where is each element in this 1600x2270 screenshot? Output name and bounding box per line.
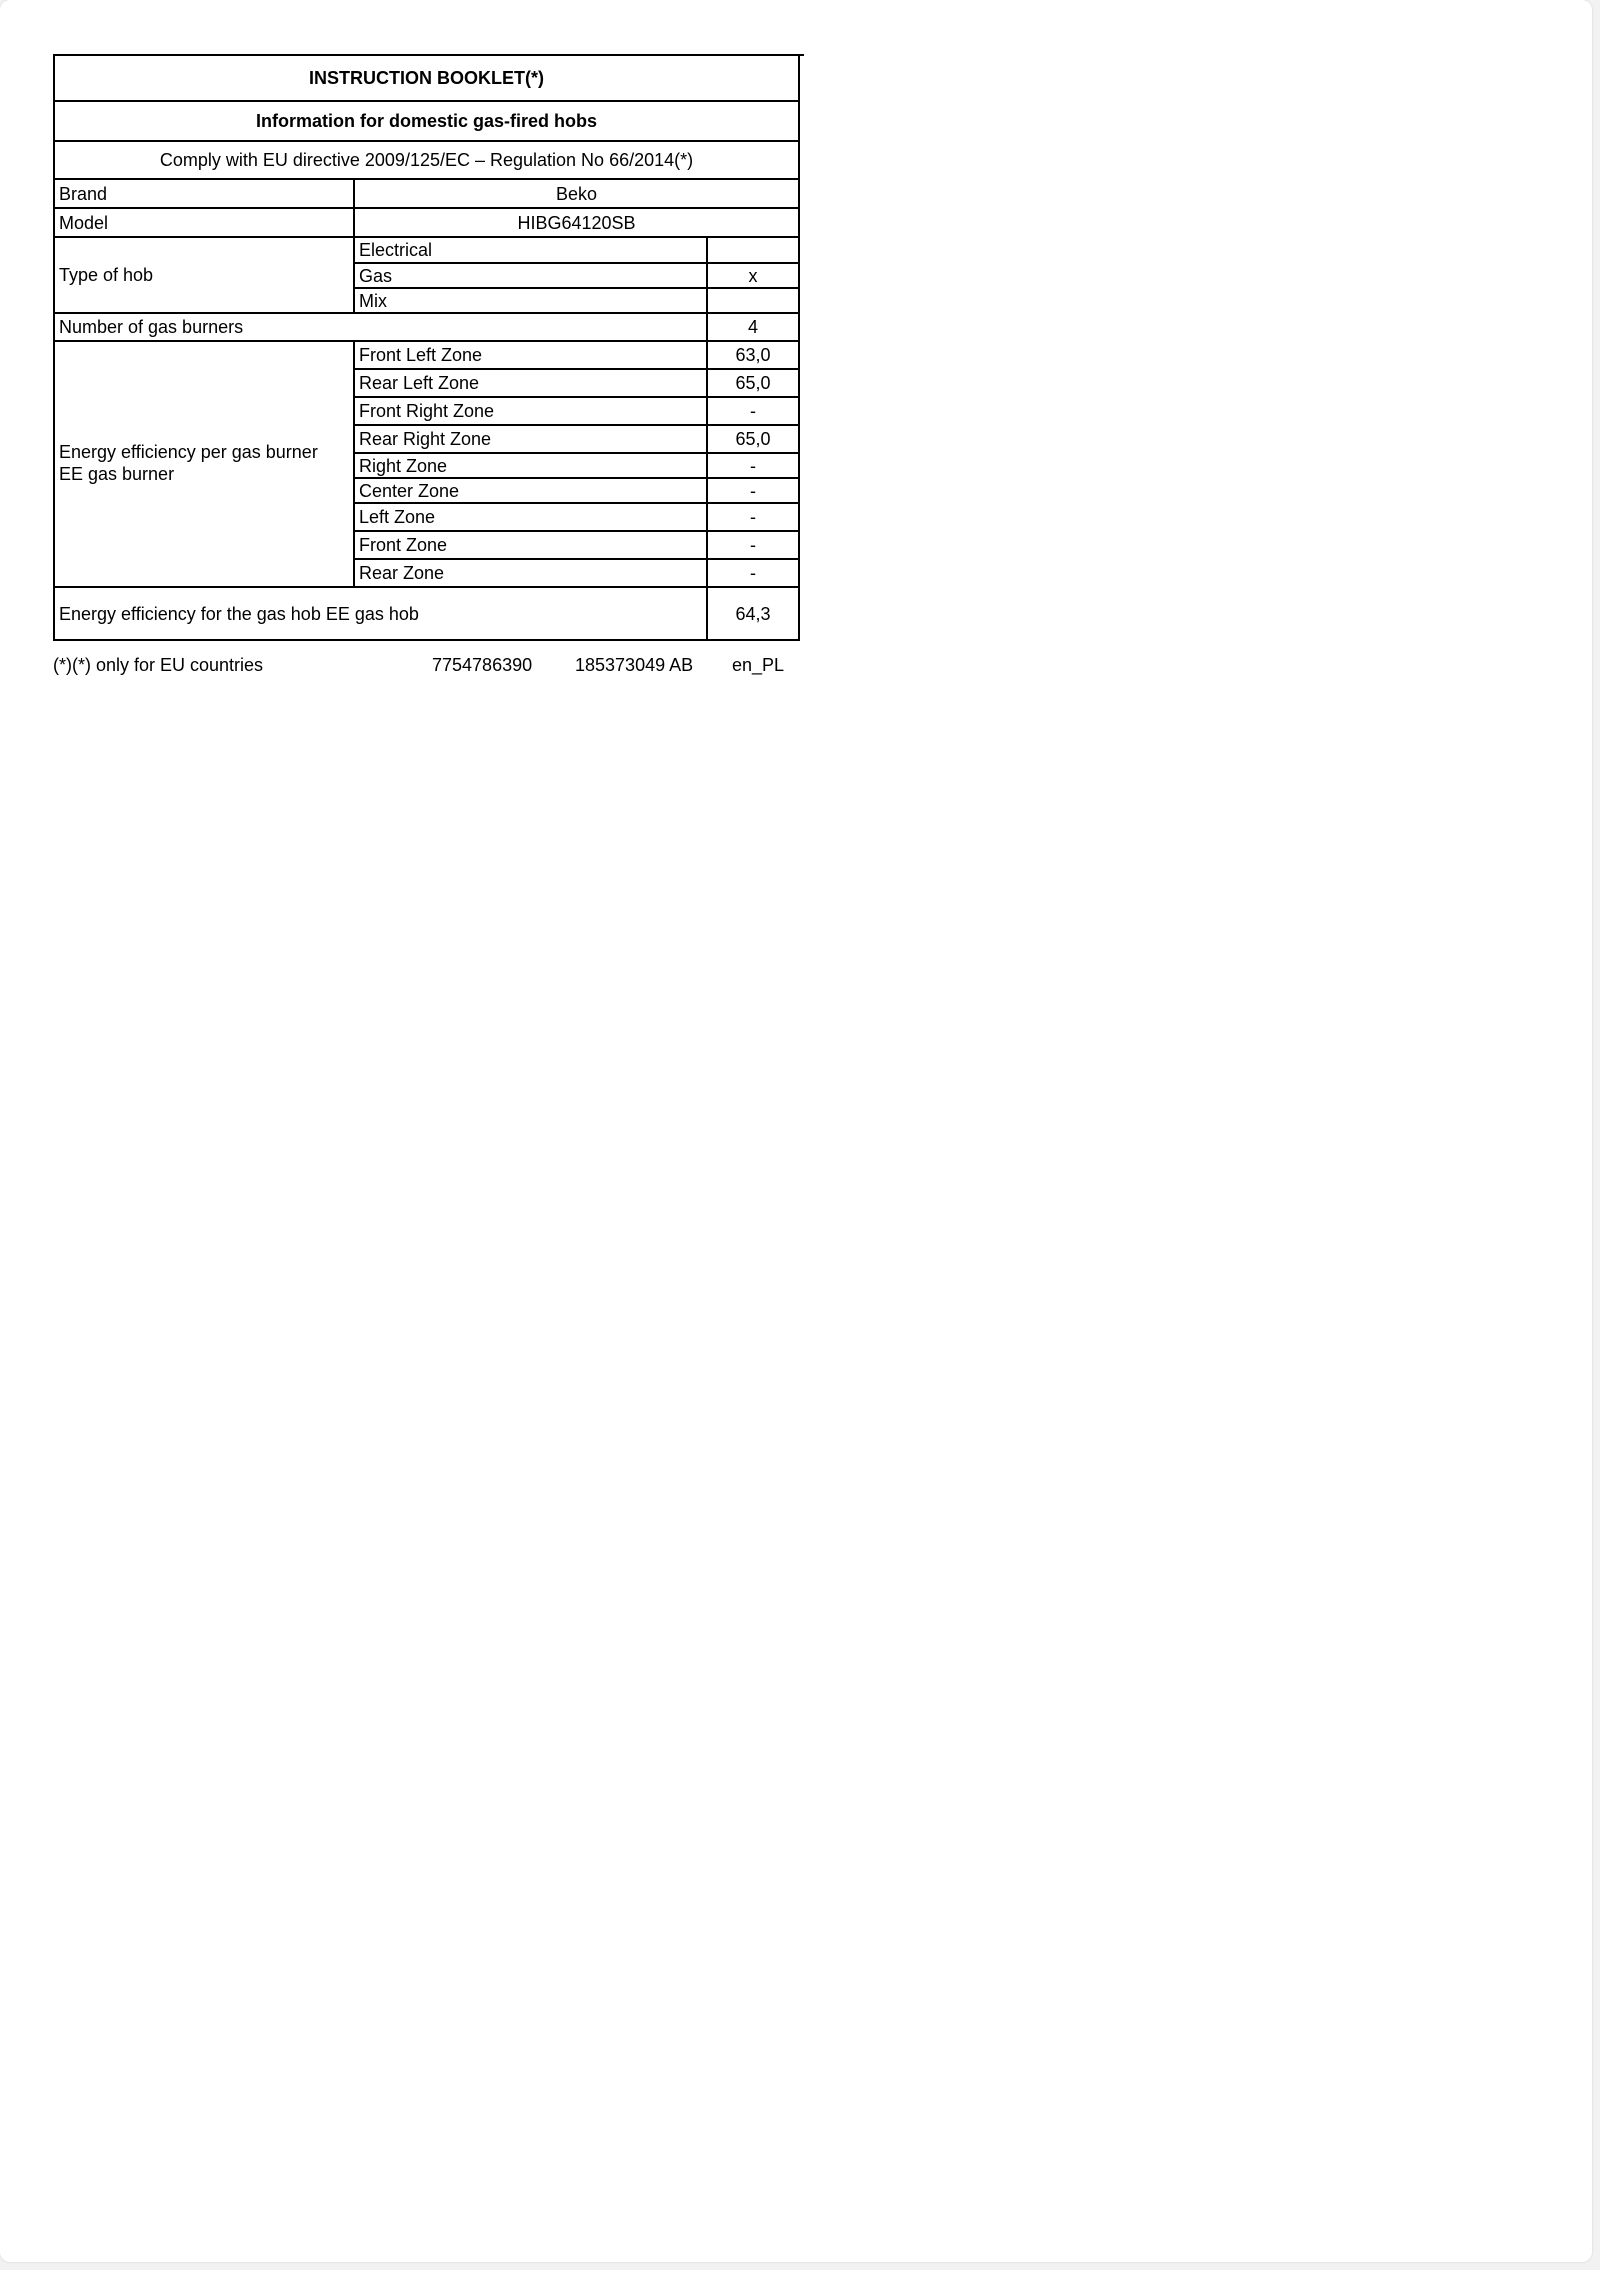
hob-type-label: Type of hob [55, 238, 355, 314]
zone-name: Left Zone [355, 504, 708, 532]
zone-name: Rear Left Zone [355, 370, 708, 398]
zone-name: Right Zone [355, 454, 708, 479]
hob-type-option: Electrical [355, 238, 708, 264]
brand-value: Beko [355, 180, 800, 209]
zone-name: Center Zone [355, 479, 708, 504]
hob-type-mark: x [708, 264, 800, 289]
zone-value: 63,0 [708, 342, 800, 370]
footer-code-1: 7754786390 [432, 655, 533, 675]
brand-label: Brand [55, 180, 355, 209]
zone-name: Front Right Zone [355, 398, 708, 426]
burner-efficiency-label [55, 342, 355, 588]
zone-name: Rear Right Zone [355, 426, 708, 454]
burner-count-label: Number of gas burners [55, 314, 708, 342]
model-label: Model [55, 209, 355, 238]
footer-code-2: 185373049 AB [575, 655, 694, 675]
burner-count-value: 4 [708, 314, 800, 342]
footer-locale: en_PL [732, 655, 785, 675]
footer [53, 655, 802, 679]
burner-efficiency-label-line1: Energy efficiency per gas burner [59, 442, 318, 463]
hob-type-mark [708, 289, 800, 314]
model-value: HIBG64120SB [355, 209, 800, 238]
hob-efficiency-value: 64,3 [708, 588, 800, 641]
zone-value: - [708, 532, 800, 560]
zone-name: Rear Zone [355, 560, 708, 588]
zone-name: Front Left Zone [355, 342, 708, 370]
booklet-title: INSTRUCTION BOOKLET(*) [55, 56, 800, 102]
directive-text: Comply with EU directive 2009/125/EC – Regulation No 66/2014(*) [55, 142, 800, 180]
footer-note: (*)(*) only for EU countries [53, 655, 264, 675]
zone-value: - [708, 454, 800, 479]
zone-value: - [708, 560, 800, 588]
hob-type-mark [708, 238, 800, 264]
burner-efficiency-label-line2: EE gas burner [59, 464, 175, 484]
zone-value: - [708, 504, 800, 532]
table-subtitle: Information for domestic gas-fired hobs [55, 102, 800, 142]
hob-type-option: Gas [355, 264, 708, 289]
hob-information-table [53, 54, 804, 641]
hob-efficiency-label: Energy efficiency for the gas hob EE gas hob [55, 588, 708, 641]
zone-name: Front Zone [355, 532, 708, 560]
zone-value: - [708, 479, 800, 504]
zone-value: 65,0 [708, 426, 800, 454]
hob-type-option: Mix [355, 289, 708, 314]
zone-value: 65,0 [708, 370, 800, 398]
zone-value: - [708, 398, 800, 426]
